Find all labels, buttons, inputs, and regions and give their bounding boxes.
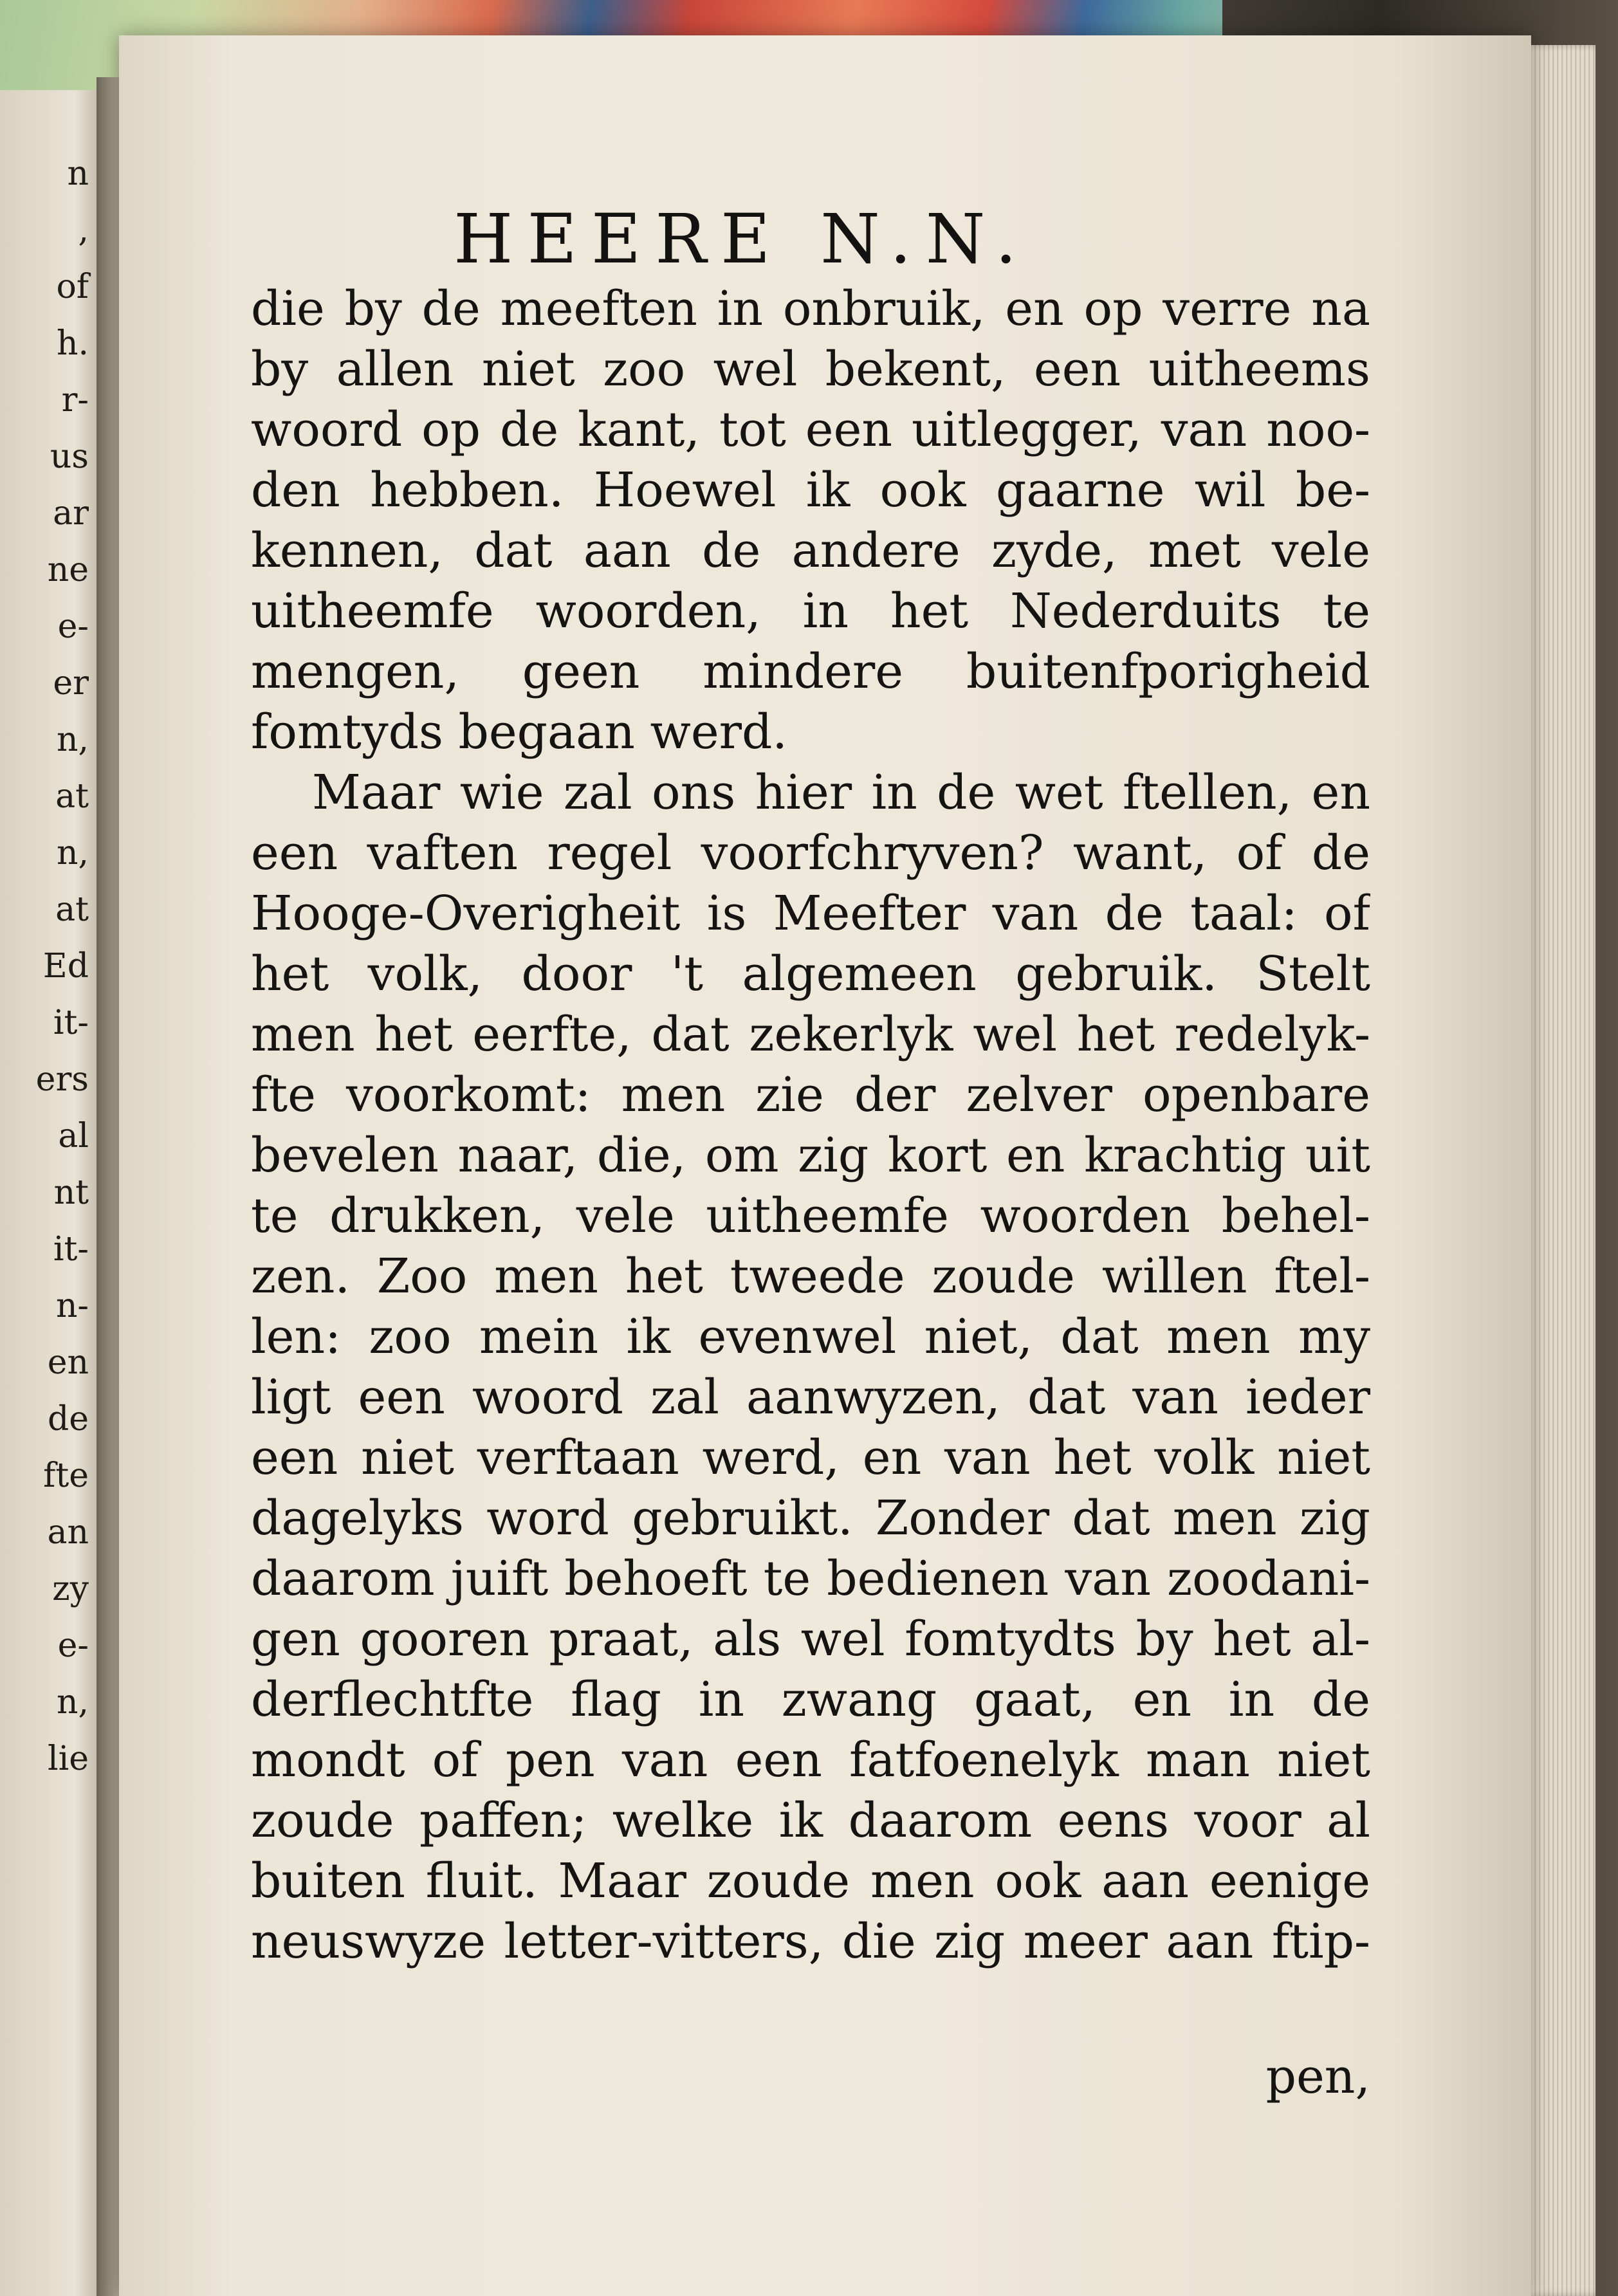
text-line: te drukken, vele uitheemfe woorden behel- <box>251 1188 1370 1244</box>
text-line: men het eerfte, dat zekerlyk wel het redelyk- <box>251 1007 1370 1062</box>
text-line: derflechtfte flag in zwang gaat, en in de <box>251 1672 1370 1727</box>
text-line: uitheemfe woorden, in het Nederduits te <box>251 583 1370 639</box>
margin-fragment: of <box>56 268 89 306</box>
text-line: fomtyds begaan werd. <box>251 704 787 760</box>
text-line: een niet verftaan werd, en van het volk niet <box>251 1430 1370 1485</box>
text-line: len: zoo mein ik evenwel niet, dat men my <box>251 1309 1370 1364</box>
margin-fragment: at <box>55 777 89 816</box>
margin-fragment: n- <box>55 1287 89 1325</box>
margin-fragment: ar <box>53 494 89 533</box>
margin-fragment: er <box>53 664 89 703</box>
text-line: die by de meeften in onbruik, en op verre na <box>251 281 1370 336</box>
catchword: pen, <box>1265 2049 1370 2104</box>
text-line: Hooge-Overigheit is Meefter van de taal: of <box>251 886 1370 941</box>
margin-fragment: nt <box>53 1173 89 1212</box>
text-line: buiten fluit. Maar zoude men ook aan eenige <box>251 1853 1370 1909</box>
margin-fragment: de <box>47 1400 89 1438</box>
text-line: zoude paffen; welke ik daarom eens voor al <box>251 1793 1370 1848</box>
text-line: mondt of pen van een fatfoenelyk man niet <box>251 1732 1370 1788</box>
margin-fragment: n, <box>56 834 89 872</box>
running-header: HEERE N.N. <box>454 199 1031 279</box>
margin-fragment: r- <box>61 381 89 419</box>
text-line: woord op de kant, tot een uitlegger, van noo- <box>251 402 1370 457</box>
margin-fragment: it- <box>53 1004 89 1042</box>
margin-fragment: ers <box>35 1060 89 1099</box>
text-line: bevelen naar, die, om zig kort en krachtig uit <box>251 1128 1370 1183</box>
catchword-row <box>251 2049 1370 2113</box>
text-line: een vaften regel voorfchryven? want, of de <box>251 825 1370 881</box>
margin-fragment: , <box>78 211 89 250</box>
margin-fragment: n, <box>56 1683 89 1722</box>
text-line: kennen, dat aan de andere zyde, met vele <box>251 523 1370 578</box>
text-line: Maar wie zal ons hier in de wet ftellen, en <box>312 765 1370 820</box>
text-line: het volk, door 't algemeen gebruik. Stelt <box>251 946 1370 1002</box>
previous-page-edge <box>0 90 108 2296</box>
margin-fragment: zy <box>52 1570 89 1608</box>
margin-fragment: fte <box>43 1456 89 1495</box>
margin-fragment: h. <box>56 324 89 363</box>
text-line: daarom juift behoeft te bedienen van zoodani- <box>251 1551 1370 1606</box>
margin-fragment: n, <box>56 721 89 759</box>
margin-fragment: us <box>50 437 89 476</box>
margin-fragment: al <box>58 1117 89 1155</box>
book-page <box>119 35 1531 2296</box>
margin-fragment: e- <box>57 1626 89 1665</box>
margin-fragment: ne <box>47 551 89 589</box>
margin-fragment: lie <box>47 1740 89 1778</box>
text-line: ligt een woord zal aanwyzen, dat van ieder <box>251 1370 1370 1425</box>
text-line: mengen, geen mindere buitenfporigheid <box>251 644 1370 699</box>
margin-fragment: n <box>67 154 89 193</box>
margin-fragment: at <box>55 890 89 929</box>
text-line: zen. Zoo men het tweede zoude willen ftel- <box>251 1249 1370 1304</box>
margin-fragment: it- <box>53 1230 89 1269</box>
text-line: gen gooren praat, als wel fomtydts by het al- <box>251 1612 1370 1667</box>
margin-fragment: Ed <box>42 947 89 986</box>
margin-fragment: en <box>47 1343 89 1382</box>
body-text <box>251 279 1370 1972</box>
text-line: dagelyks word gebruikt. Zonder dat men zig <box>251 1491 1370 1546</box>
text-line: neuswyze letter-vitters, die zig meer aan ftip- <box>251 1914 1370 1969</box>
text-line: fte voorkomt: men zie der zelver openbare <box>251 1067 1370 1123</box>
text-line: den hebben. Hoewel ik ook gaarne wil be- <box>251 463 1370 518</box>
margin-fragment: an <box>47 1513 89 1552</box>
margin-fragment: e- <box>57 607 89 646</box>
text-line: by allen niet zoo wel bekent, een uitheems <box>251 342 1370 397</box>
